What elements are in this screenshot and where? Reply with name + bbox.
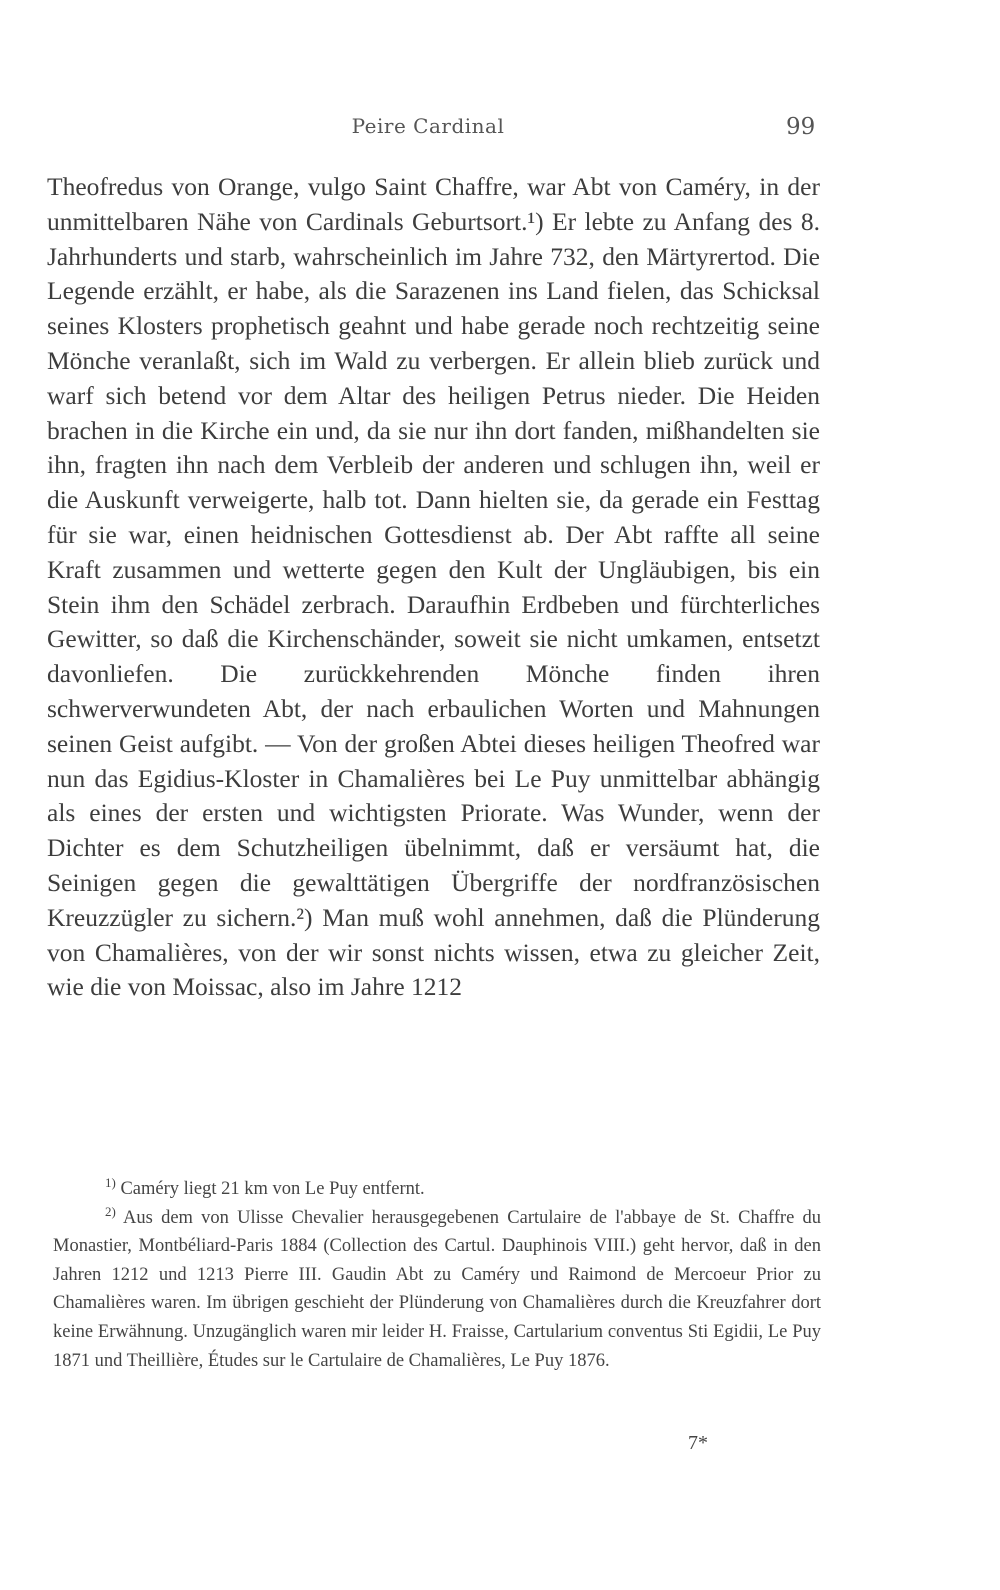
footnote-1 [53,1175,821,1204]
body-paragraph: Theofredus von Orange, vulgo Saint Chaffre, war Abt von Caméry, in der unmittelbaren Nähe von Cardinals Geburtsort.¹) Er lebte zu Anfang des 8. Jahrhunderts und starb, wahrscheinlich im Jahre 732, den Märtyrertod. Die Legende erzählt, er habe, als die Sarazenen ins Land fielen, das Schicksal seines Klosters prophetisch geahnt und habe gerade noch rechtzeitig seine Mönche veranlaßt, sich im Wald zu verbergen. Er allein blieb zurück und warf sich betend vor dem Altar des heiligen Petrus nieder. Die Heiden brachen in die Kirche ein und, da sie nur ihn dort fanden, mißhandelten sie ihn, fragten ihn nach dem Verbleib der anderen und schlugen ihn, weil er die Auskunft verweigerte, halb tot. Dann hielten sie, da gerade ein Festtag für sie war, einen heidnischen Gottesdienst ab. Der Abt raffte all seine Kraft zusammen und wetterte gegen den Kult der Ungläubigen, bis ein Stein ihm den Schädel zerbrach. Daraufhin Erdbeben und fürchterliches Gewitter, so daß die Kirchenschänder, soweit sie nicht umkamen, entsetzt davonliefen. Die zurückkehrenden Mönche finden ihren schwerverwundeten Abt, der nach erbaulichen Worten und Mahnungen seinen Geist aufgibt. — Von der großen Abtei dieses heiligen Theofred war nun das Egidius-Kloster in Chamalières bei Le Puy unmittelbar abhängig als eines der ersten und wichtigsten Priorate. Was Wunder, wenn der Dichter es dem Schutzheiligen übelnimmt, daß er versäumt hat, die Seinigen gegen die gewalttätigen Übergriffe der nordfranzösischen Kreuzzügler zu sichern.²) Man muß wohl annehmen, daß die Plünderung von Chamalières, von der wir sonst nichts wissen, etwa zu gleicher Zeit, wie die von Moissac, also im Jahre 1212 [47,172,820,1002]
footnote-2 [53,1204,821,1376]
page-number: 99 [786,114,816,140]
footnote-text: Aus dem von Ulisse Chevalier herausgegebenen Cartulaire de l'abbaye de St. Chaffre du Monastier, Montbéliard-Paris 1884 (Collection des Cartul. Dauphinois VIII.) geht hervor, daß in den Jahren 1212 und 1213 Pierre III. Gaudin Abt zu Caméry und Raimond de Mercoeur Prior zu Chamalières waren. Im übrigen geschieht der Plünderung von Chamalières durch die Kreuzfahrer dort keine Erwähnung. Unzugänglich waren mir leider H. Fraisse, Cartularium conventus Sti Egidii, Le Puy 1871 und Theillière, Études sur le Cartulaire de Chamalières, Le Puy 1876. [53,1207,821,1371]
footnote-marker: 2) [105,1203,116,1219]
footnotes [53,1175,821,1375]
signature-mark: 7* [688,1432,708,1454]
footnote-marker: 1) [105,1174,116,1190]
running-header [0,114,1000,144]
running-title: Peire Cardinal [351,114,505,138]
footnote-text: Caméry liegt 21 km von Le Puy entfernt. [120,1179,425,1199]
